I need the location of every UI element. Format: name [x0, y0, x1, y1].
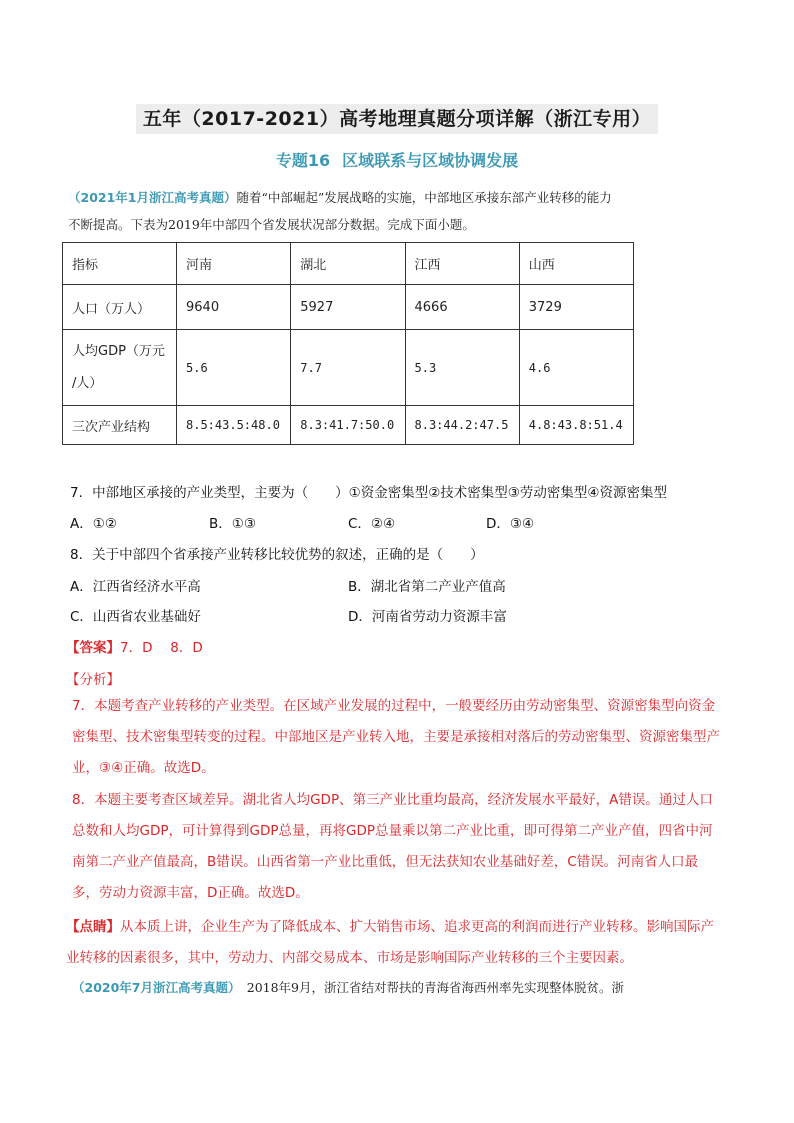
question-intro [68, 183, 728, 232]
table-header-cell: 湖北 [291, 243, 405, 285]
table-cell: 5927 [291, 285, 405, 330]
q7-option-b: B．①③ [209, 516, 256, 532]
table-row-label: 人口（万人） [63, 285, 177, 330]
table-header-cell: 河南 [177, 243, 291, 285]
next-question-text: 2018年9月，浙江省结对帮扶的青海省海西州率先实现整体脱贫。浙 [234, 980, 625, 995]
table-cell: 4.6 [519, 330, 633, 406]
q8-option-d: D．河南省劳动力资源丰富 [348, 609, 507, 625]
intro-text-line2: 不断提高。下表为2019年中部四个省发展状况部分数据。完成下面小题。 [68, 217, 475, 232]
table-header-cell: 指标 [63, 243, 177, 285]
answer-value: 7．D 8．D [120, 640, 203, 656]
topic-title: 区域联系与区域协调发展 [342, 151, 519, 170]
topic-heading [0, 148, 794, 171]
question-source: （2021年1月浙江高考真题） [68, 190, 237, 205]
table-cell: 9640 [177, 285, 291, 330]
q8-option-a: A．江西省经济水平高 [70, 579, 201, 595]
table-row [63, 285, 634, 330]
table-header-cell: 山西 [519, 243, 633, 285]
table-row-label [63, 330, 177, 406]
q7-option-a: A．①② [70, 516, 117, 532]
tip-text: 从本质上讲，企业生产为了降低成本、扩大销售市场、追求更高的利润而进行产业转移。影响国际产业转移的因素很多，其中，劳动力、内部交易成本、市场是影响国际产业转移的三个主要因素。 [66, 919, 714, 966]
table-row [63, 406, 634, 445]
q7-option-c: C．②④ [348, 516, 396, 532]
table-row-label-line2: /人） [72, 375, 103, 391]
answer-line [66, 636, 203, 656]
intro-text-line1: 随着“中部崛起”发展战略的实施，中部地区承接东部产业转移的能力 [236, 190, 612, 205]
analysis-label: 【分析】 [66, 672, 120, 688]
analysis-q7: 7．本题考查产业转移的产业类型。在区域产业发展的过程中，一般要经历由劳动密集型、资源密集型向资金密集型、技术密集型转变的过程。中部地区是产业转入地，主要是承接相对落后的劳动密集型、资源密集型产业，③④正确。故选D。 [72, 698, 720, 776]
province-data-table [62, 242, 634, 445]
q8-option-b: B．湖北省第二产业产值高 [348, 579, 506, 595]
next-question-intro [72, 978, 732, 996]
analysis-q8: 8．本题主要考查区域差异。湖北省人均GDP、第三产业比重均最高，经济发展水平最好，A错误。通过人口总数和人均GDP，可计算得到GDP总量，再将GDP总量乘以第二产业比重，即可得第二产业产值，四省中河南第二产业产值最高，B错误。山西省第一产业比重低，但无法获知农业基础好差，C错误。河南省人口最多，劳动力资源丰富，D正确。故选D。 [72, 792, 713, 901]
table-cell: 5.3 [405, 330, 519, 406]
table-cell: 5.6 [177, 330, 291, 406]
table-cell: 8.5:43.5:48.0 [177, 406, 291, 445]
table-header-cell: 江西 [405, 243, 519, 285]
table-row-label-line1: 人均GDP（万元 [72, 343, 165, 359]
table-cell: 4666 [405, 285, 519, 330]
question-7-stem: 7．中部地区承接的产业类型，主要为（ ）①资金密集型②技术密集型③劳动密集型④资源密集型 [70, 485, 667, 501]
table-cell: 7.7 [291, 330, 405, 406]
answer-label: 【答案】 [66, 640, 120, 656]
q8-option-c: C．山西省农业基础好 [70, 609, 201, 625]
table-row-label: 三次产业结构 [63, 406, 177, 445]
document-title: 五年（2017-2021）高考地理真题分项详解（浙江专用） [136, 104, 658, 134]
table-cell: 8.3:41.7:50.0 [291, 406, 405, 445]
table-header-row [63, 243, 634, 285]
tip-section [66, 912, 724, 974]
table-cell: 3729 [519, 285, 633, 330]
tip-label: 【点睛】 [66, 919, 120, 935]
table-row [63, 330, 634, 406]
q7-option-d: D．③④ [486, 516, 535, 532]
table-cell: 4.8:43.8:51.4 [519, 406, 633, 445]
table-cell: 8.3:44.2:47.5 [405, 406, 519, 445]
question-8-stem: 8．关于中部四个省承接产业转移比较优势的叙述，正确的是（ ） [70, 547, 484, 563]
topic-number: 专题16 [275, 151, 331, 170]
next-question-source: （2020年7月浙江高考真题） [72, 980, 235, 995]
